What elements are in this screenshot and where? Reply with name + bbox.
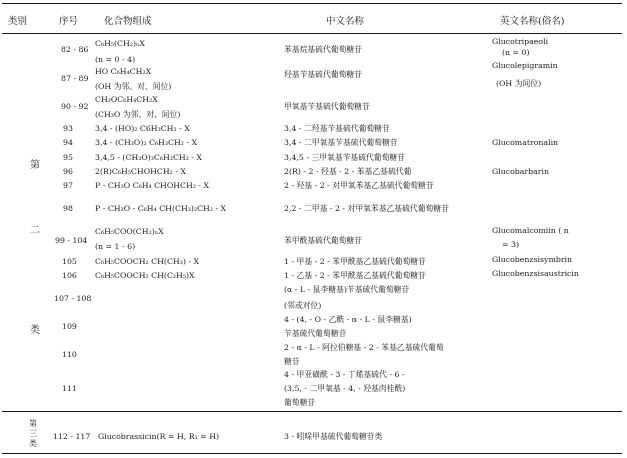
row-chinese-name-cont: 4 - (4, - O - 乙酰 - α - L - 鼠李糖基)	[284, 315, 412, 324]
row-chinese-name-cont: 2 - α - L - 阿拉伯糖基 - 2 - 苯基乙基硫代葡萄	[284, 343, 444, 352]
row-english-name: Glucobenzsisymbrin	[492, 255, 573, 264]
row-chinese-name: 3,4 - 二甲氧基苄基硫代葡萄糖苷	[284, 138, 398, 147]
row-composition: P - CH₃O C₆H₄ CHOHCH₂ - X	[95, 181, 210, 190]
row-chinese-name: 3,4,5 - 三甲氧基苄基硫代葡萄糖苷	[284, 153, 405, 162]
row-english-note: = 3)	[502, 240, 520, 249]
row-english-name: Glucobarbarin	[492, 167, 550, 176]
row-no: 110	[62, 350, 77, 359]
row-chinese-name-cont: 糖苷	[284, 357, 300, 366]
row-no: 97	[63, 181, 73, 190]
row-chinese-name: 2 - 羟基 - 2 - 对甲氧苯基乙基硫代葡萄糖苷	[284, 181, 434, 190]
row-chinese-name: (邻或对位)	[284, 301, 322, 310]
row-composition: P - CH₃O - C₆H₄ CH(CH₃)₂CH₂ - X	[95, 204, 227, 213]
row-english-note: (OH 为间位)	[496, 79, 542, 88]
row-chinese-name: 2(R) - 2 - 羟基 - 2 - 苯基乙基硫代葡	[284, 167, 412, 176]
row-english-name: Glucomalcomiin ( n	[492, 226, 569, 235]
row-composition: C₆H₅(CH₂)ₙX	[95, 39, 145, 48]
row-no: 105	[62, 257, 77, 266]
row-composition: C₆H₅COOCH₂ CH(CH₃) - X	[95, 257, 200, 266]
category-3-char-2: 三	[29, 429, 37, 438]
row-no: 93	[63, 124, 73, 133]
header-chinese-name: 中文名称	[326, 16, 365, 27]
row-no: 99 - 104	[55, 236, 88, 245]
row-composition: 3,4,5 - (CH₃O)₃C₆H₂CH₂ - X	[95, 153, 202, 162]
row-chinese-name: 3,4 - 二羟基苄基硫代葡萄糖苷	[284, 124, 390, 133]
row-no: 94	[63, 138, 73, 147]
header-rule	[2, 33, 622, 34]
row-chinese-name-cont: 葡萄糖苷	[284, 398, 316, 407]
category-3-label	[28, 419, 38, 449]
row-chinese-name-cont: (α - L - 鼠李糖基)苄基硫代葡萄糖苷	[284, 285, 410, 294]
row-composition: 3,4 - (CH₃O)₂ C₆H₃CH₂ - X	[95, 138, 198, 147]
row-composition-note: (OH 为邻、对、间位)	[95, 82, 172, 91]
row-english-name: Glucolepigramin	[492, 61, 558, 70]
row-chinese-name: 甲氧基苄基硫代葡萄糖苷	[284, 102, 370, 111]
category-2-char-1: 第	[30, 160, 40, 171]
row-no: 98	[63, 204, 73, 213]
row-no: 90 - 92	[61, 102, 89, 111]
row-chinese-name: 3 - 吲哚甲基硫代葡萄糖苷类	[284, 432, 383, 441]
category-3-char-3: 类	[29, 439, 37, 448]
row-composition: Glucobrassicin(R = H, R₁ = H)	[98, 432, 220, 441]
row-no: 109	[62, 322, 77, 331]
row-english-name: Glucobenzsisaustricin	[492, 269, 579, 278]
bottom-rule	[2, 453, 622, 454]
header-composition: 化合物组成	[104, 16, 152, 27]
row-no: 95	[63, 153, 73, 162]
header-english-name: 英文名称(俗名)	[500, 16, 565, 27]
row-composition: C₆H₅COO(CH₂)ₙX	[95, 227, 164, 236]
row-composition: 2(R)C₆H₅CHOHCH₂ - X	[95, 167, 186, 176]
section-rule	[2, 411, 622, 412]
row-no: 106	[62, 271, 77, 280]
row-chinese-name: 苯甲酰基硫代葡萄糖苷	[284, 236, 362, 245]
row-composition-note: (CH₃O 为邻、对、间位)	[95, 110, 181, 119]
row-no: 107 - 108	[54, 294, 92, 303]
row-chinese-name: 1 - 甲基 - 2 - 苯甲酰基乙基硫代葡萄糖苷	[284, 257, 426, 266]
category-2-char-3: 类	[30, 325, 40, 336]
row-chinese-name-cont: (3,5, - 二甲氧基 - 4, - 羟基肉桂酰)	[284, 384, 406, 393]
row-chinese-name: 苄基硫代葡萄糖苷	[284, 329, 347, 338]
row-no: 112 - 117	[53, 432, 91, 441]
top-rule	[2, 3, 622, 4]
row-chinese-name: 1 - 乙基 - 2 - 苯甲酰基乙基硫代葡萄糖苷	[284, 271, 426, 280]
row-english-name: Glucomatronalin	[492, 138, 559, 147]
row-composition: HO C₆H₄CH₂X	[95, 67, 152, 76]
row-english-note: (n = 0)	[502, 48, 530, 57]
header-number: 序号	[59, 16, 79, 27]
row-no: 82 - 86	[61, 45, 89, 54]
row-composition: C₆H₅COOCH₂ CH(C₂H₅)X	[95, 271, 195, 280]
row-chinese-name: 羟基苄基硫代葡萄糖苷	[284, 70, 362, 79]
row-chinese-name: 苯基烷基硫代葡萄糖苷	[284, 45, 362, 54]
row-chinese-name: 2,2 - 二甲基 - 2 - 对甲氧苯基乙基硫代葡萄糖苷	[284, 204, 449, 213]
category-3-char-1: 第	[29, 419, 37, 428]
row-no: 111	[62, 384, 77, 393]
row-composition: CH₃OC₆H₄CH₂X	[95, 95, 158, 104]
row-chinese-name: 4 - 甲亚磺酰 - 3 - 丁烯基硫代 - 6 -	[284, 370, 405, 379]
row-composition-note: (n = 1 - 6)	[95, 242, 136, 251]
header-category: 类别	[8, 16, 28, 27]
row-no: 96	[63, 167, 73, 176]
row-composition-note: (n = 0 - 4)	[95, 55, 136, 64]
row-no: 87 - 89	[61, 74, 89, 83]
row-english-name: Glucotripaeoli	[492, 37, 549, 46]
row-composition: 3,4 - (HO)₂ C6H₃CH₂ - X	[95, 124, 190, 133]
category-2-char-2: 二	[30, 225, 40, 236]
